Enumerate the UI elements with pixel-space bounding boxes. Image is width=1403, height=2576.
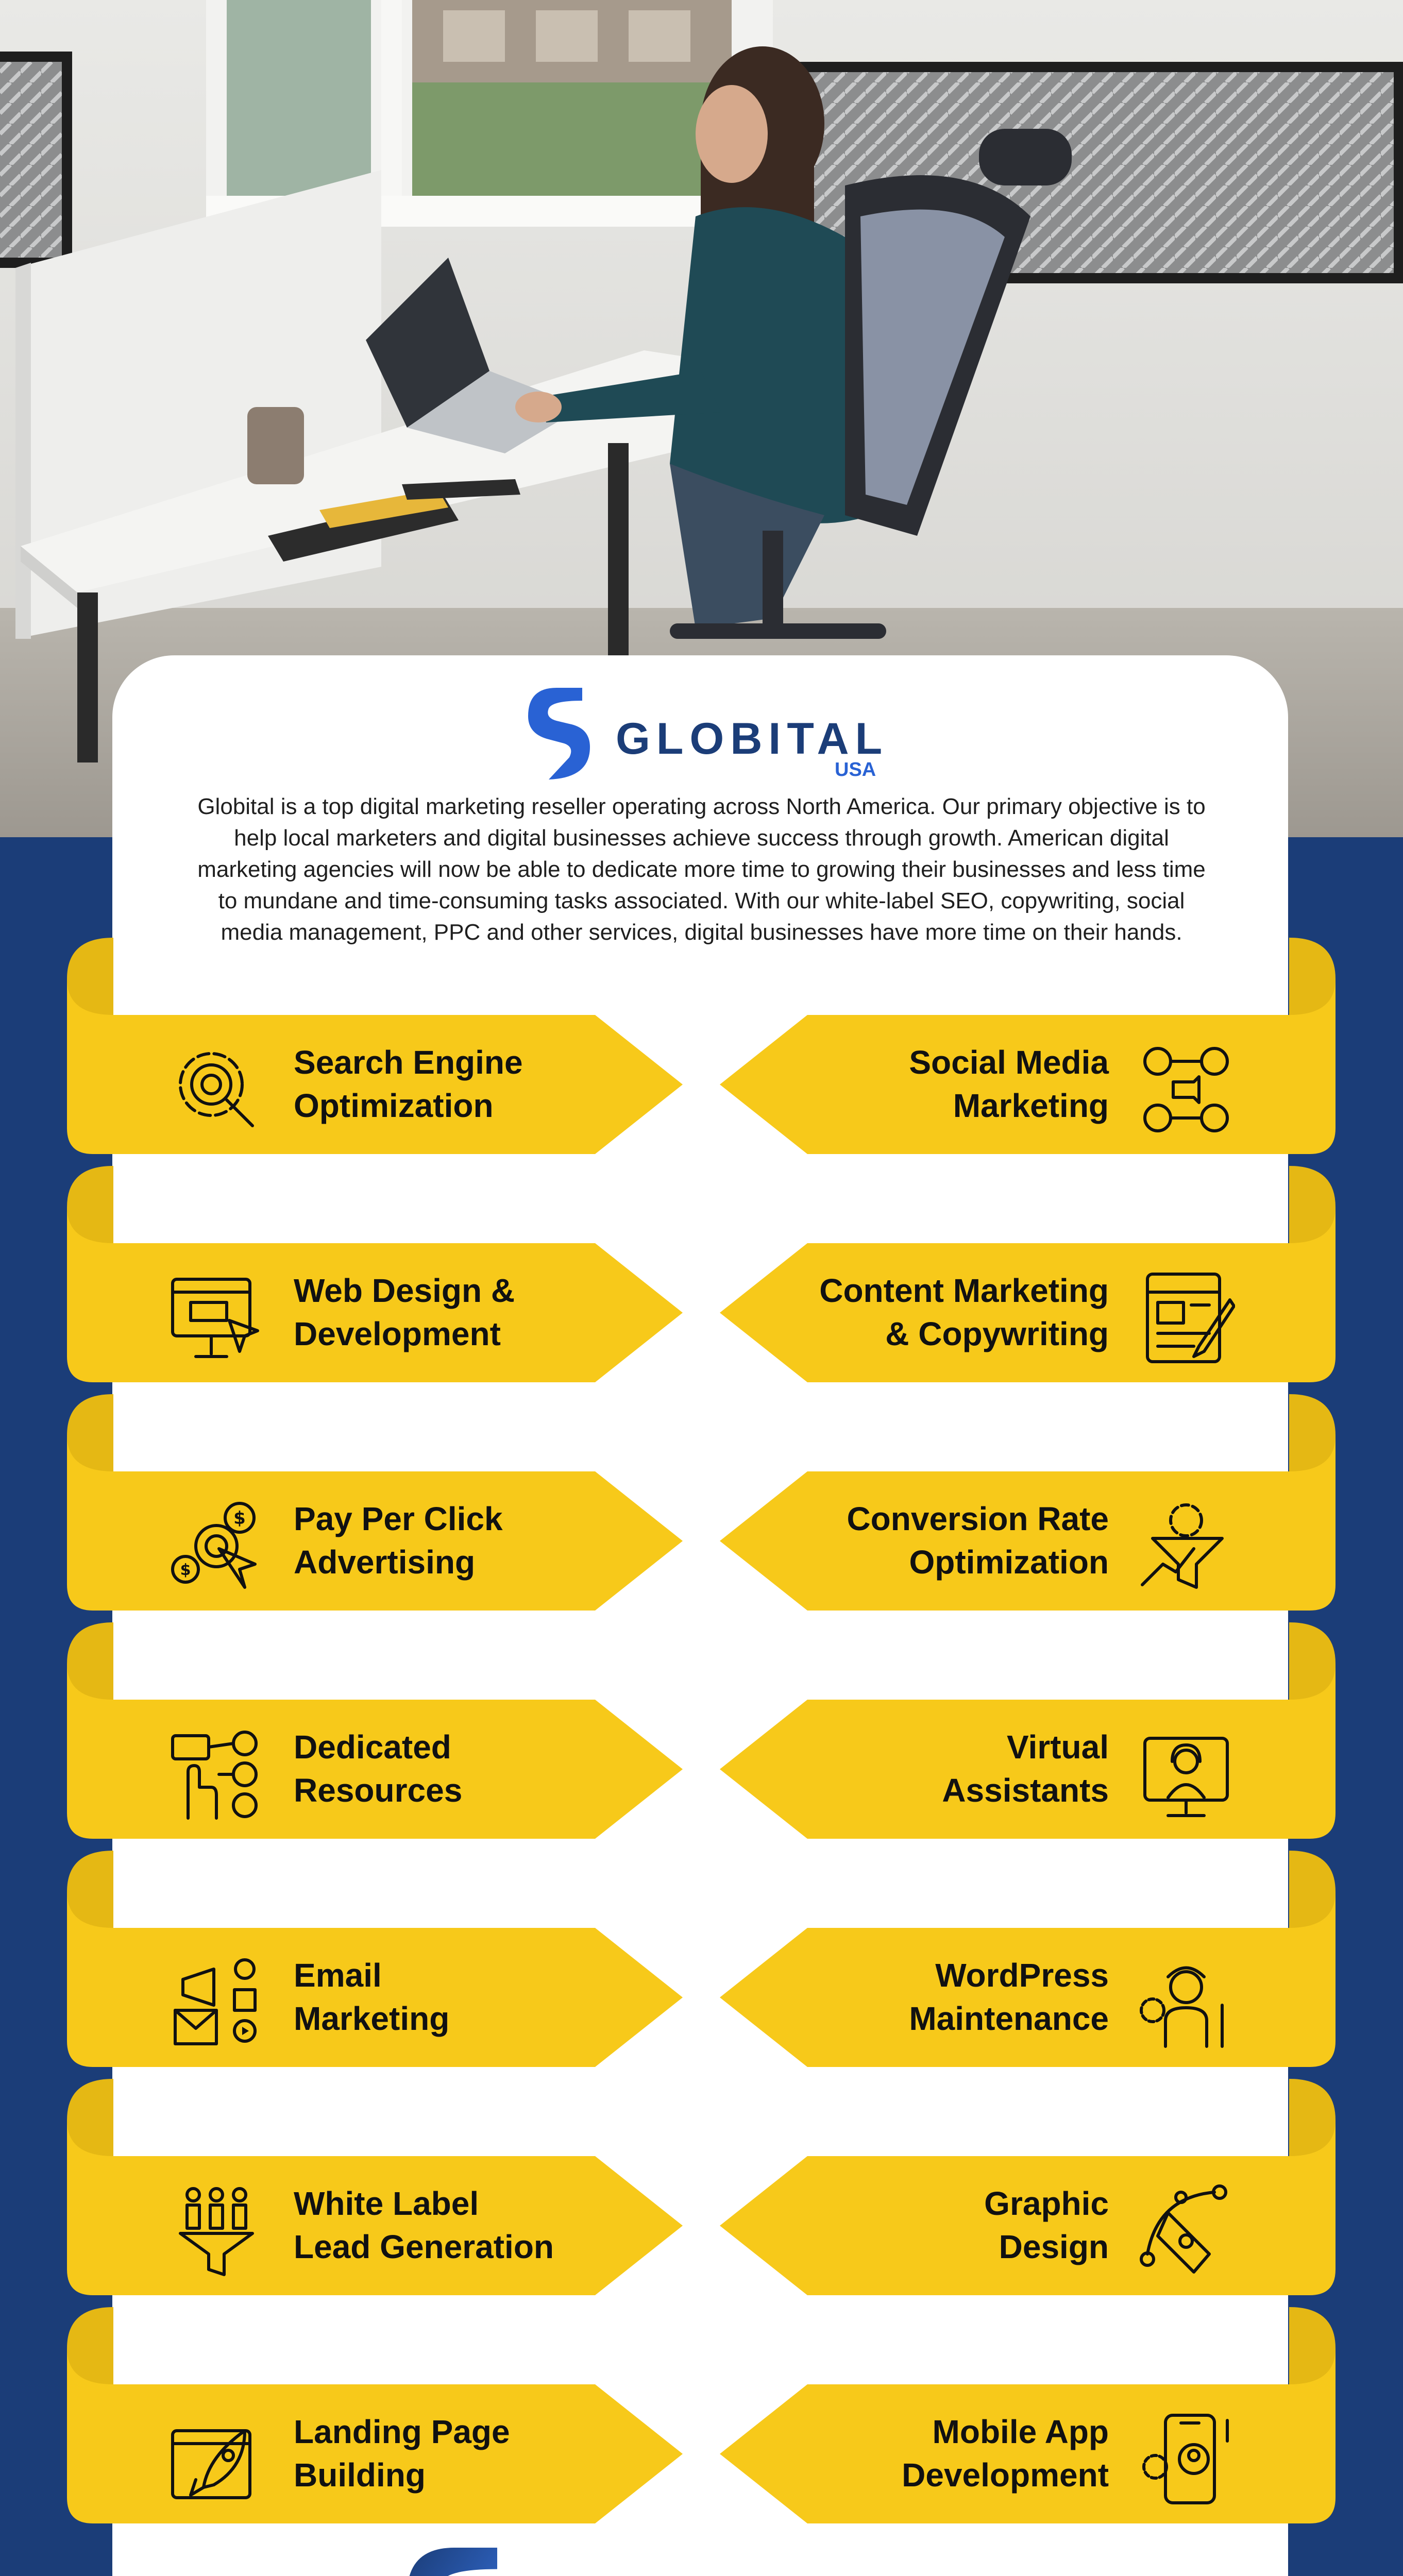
dedicated-resources-people-icon [167,1725,265,1823]
virtual-assistant-headset-icon [1137,1725,1235,1823]
service-label: Search Engine Optimization [294,1044,523,1124]
service-item-right [715,1471,1336,1616]
svg-text:$: $ [180,1561,191,1579]
service-label: Mobile App Development [902,2413,1109,2494]
service-item-right [715,2156,1336,2300]
globital-logo-mark-icon [402,2548,515,2576]
service-label: Email Marketing [294,1957,450,2037]
service-row [67,2307,1336,2523]
service-item-left [67,1700,688,1844]
content-document-pen-icon [1137,1269,1235,1367]
service-label: Pay Per Click Advertising [294,1500,503,1581]
logo-subtext: USA [835,759,876,781]
service-label: Dedicated Resources [294,1728,463,1809]
service-item-left [67,1243,688,1387]
service-item-left [67,1015,688,1159]
email-megaphone-icon [167,1954,265,2052]
service-item-left [67,1471,688,1616]
service-item-left [67,1928,688,2072]
mobile-app-phone-icon [1137,2410,1235,2508]
social-media-network-icon [1137,1041,1235,1139]
service-row [67,1166,1336,1382]
graphic-design-pen-tool-icon [1137,2182,1235,2280]
conversion-funnel-gear-icon [1137,1497,1235,1595]
ppc-target-dollar-icon [167,1497,265,1595]
service-item-left [67,2156,688,2300]
seo-gear-magnifier-icon [167,1041,265,1139]
service-item-right [715,1928,1336,2072]
service-row [67,1851,1336,2067]
service-label: Social Media Marketing [909,1044,1109,1124]
service-label: Virtual Assistants [942,1728,1109,1809]
service-label: Graphic Design [984,2185,1109,2265]
logo-wordmark: GLOBITAL [616,714,889,764]
service-row [67,2079,1336,2295]
service-label: Conversion Rate Optimization [847,1500,1109,1581]
web-design-monitor-icon [167,1269,265,1367]
svg-text:$: $ [233,1508,246,1529]
service-item-right [715,2384,1336,2529]
lead-generation-funnel-icon [167,2182,265,2280]
service-label: Web Design & Development [294,1272,515,1352]
globital-logo-top [526,688,889,781]
service-label: Landing Page Building [294,2413,510,2494]
service-label: WordPress Maintenance [909,1957,1109,2037]
intro-paragraph: Globital is a top digital marketing reseller operating across North America. Our primary objective is to help local marketers and digital businesses achieve success through growth. American digital marketing agencies will now be able to dedicate more time to growing their businesses and less time to mundane and time-consuming tasks associated. With our white-label SEO, copywriting, social media management, PPC and other services, digital businesses have more time on their hands. [197,794,1206,945]
service-item-right [715,1243,1336,1387]
service-row [67,938,1336,1154]
globital-logo-mark-icon [526,688,593,781]
service-label: White Label Lead Generation [294,2185,554,2265]
service-item-right [715,1700,1336,1844]
wordpress-maintenance-worker-icon [1137,1954,1235,2052]
landing-page-rocket-icon [167,2410,265,2508]
service-row [67,1394,1336,1611]
service-label: Content Marketing & Copywriting [819,1272,1109,1352]
service-item-right [715,1015,1336,1159]
service-item-left [67,2384,688,2529]
globital-logo-bottom [402,2548,1020,2576]
service-row [67,1622,1336,1839]
